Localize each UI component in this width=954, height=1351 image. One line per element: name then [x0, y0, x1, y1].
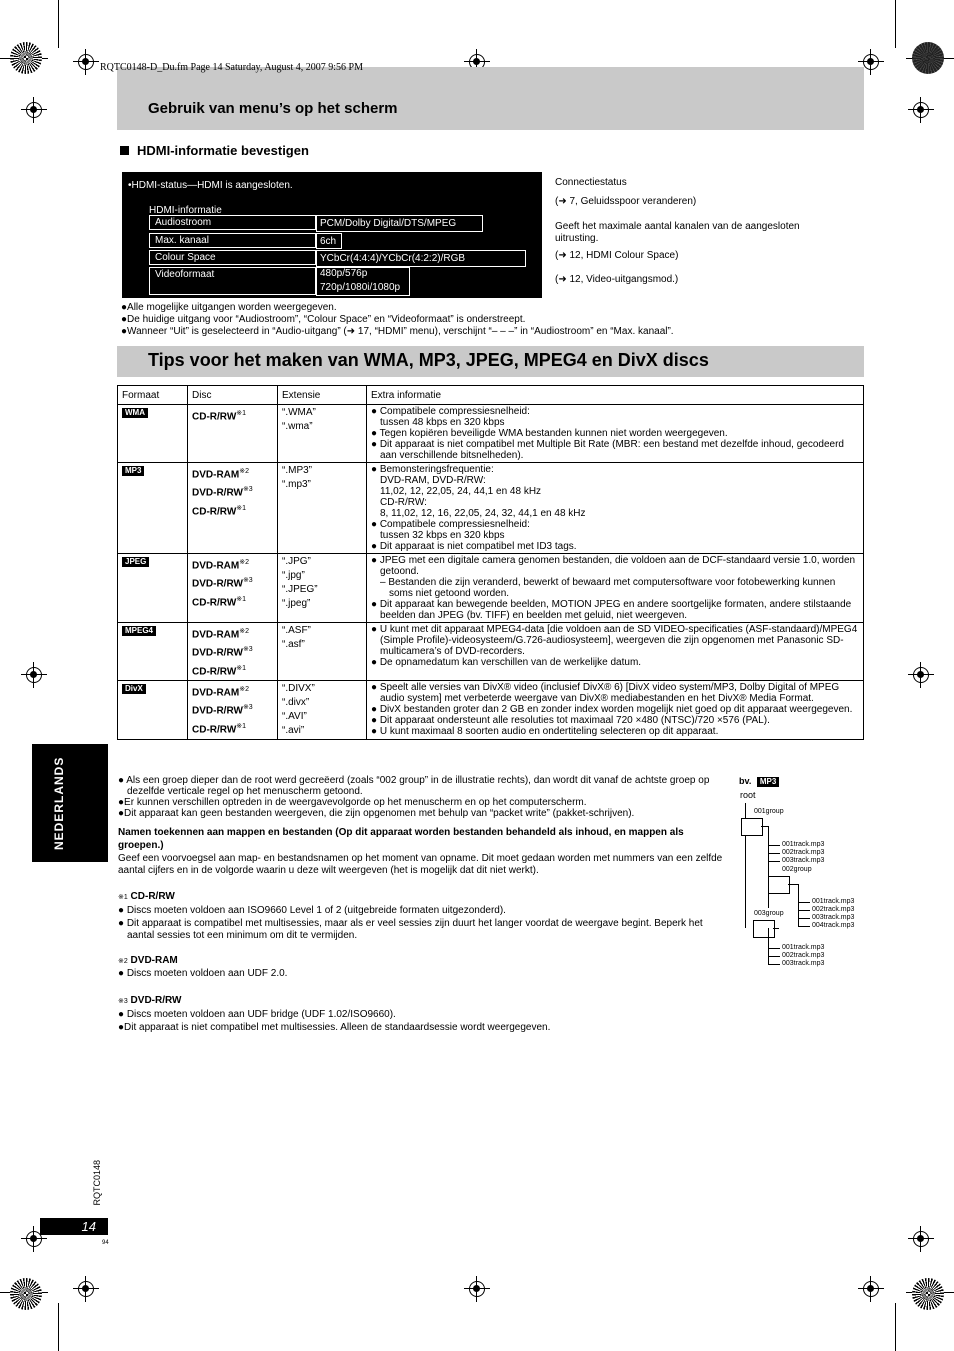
- info-line: ● De opnamedatum kan verschillen van de werkelijke datum.: [371, 657, 642, 668]
- tree-file-label: 001track.mp3: [782, 944, 825, 951]
- row-value-videoformaat-2: 720p/1080i/1080p: [320, 282, 401, 293]
- info-line: 11,02, 12, 22,05, 24, 44,1 en 48 kHz: [380, 486, 542, 497]
- disc-cell: [188, 623, 278, 681]
- info-line: ● JPEG met een digitale camera genomen bestanden, die voldoen aan de DCF-standaard versie 1.0, worden getoond.: [371, 555, 856, 577]
- tree-file-label: 002track.mp3: [812, 906, 855, 913]
- info-line: ● Dit apparaat is niet compatibel met ID3 tags.: [371, 541, 577, 552]
- disc-type: DVD-RAM$^{※2}$: [192, 628, 249, 641]
- footnote-heading: ※2 DVD-RAM: [118, 955, 178, 966]
- folder-tree-illustration: [739, 775, 864, 970]
- leader-line: [410, 281, 540, 282]
- info-line: tussen 32 kbps en 320 kbps: [380, 530, 505, 541]
- annotation-connectiestatus: Connectiestatus: [555, 177, 627, 188]
- tree-line: [768, 928, 769, 964]
- subsection-title: HDMI-informatie bevestigen: [137, 143, 309, 158]
- tree-line: [768, 826, 769, 908]
- tree-line: [768, 861, 780, 862]
- table-row: [118, 680, 864, 739]
- footnote-heading: ※1 CD-R/RW: [118, 891, 175, 902]
- disc-cell: [188, 405, 278, 463]
- tree-line: [768, 845, 780, 846]
- format-cell: [118, 680, 188, 739]
- registration-target-icon: [25, 666, 43, 684]
- annotation-colour-ref: (➜ 12, HDMI Colour Space): [555, 250, 679, 261]
- table-header-row: [118, 386, 864, 405]
- tree-file-label: 002track.mp3: [782, 849, 825, 856]
- registration-target-icon: [912, 666, 930, 684]
- print-code: 94: [102, 1240, 109, 1246]
- section-band: [117, 67, 864, 130]
- footnote-item: ● Discs moeten voldoen aan UDF 2.0.: [118, 968, 288, 979]
- info-line: ● U kunt maximaal 8 soorten audio en ondertiteling selecteren op dit apparaat.: [371, 725, 719, 737]
- crop-mark: [895, 0, 896, 48]
- format-badge: MP3: [122, 466, 144, 476]
- folder-icon: [768, 876, 790, 894]
- column-header-extensie: Extensie: [278, 386, 367, 405]
- info-line: ● Dit apparaat is niet compatibel met Multiple Bit Rate (MBR: een bestand met dezelfde inhoud, gecodeerd aan verschillende bitsnelheden).: [371, 439, 844, 461]
- crop-mark: [58, 0, 59, 48]
- file-extension: “.divx”: [282, 696, 310, 708]
- row-value-max-kanaal: 6ch: [320, 236, 337, 247]
- tree-file-label: 004track.mp3: [812, 922, 855, 929]
- disc-cell: [188, 554, 278, 623]
- tree-file-label: 001track.mp3: [812, 898, 855, 905]
- leader-line: [526, 256, 540, 257]
- info-line: ● U kunt met dit apparaat MPEG4-data [die voldoen aan de SD VIDEO-specificaties (ASF-standaard)/MPEG4 (Simple Profile)-videosysteem/G.726-audiosysteem], weergeven die zijn opgenomen met Panasonic SD-multicamera’s of DVD-recorders.: [371, 624, 858, 657]
- info-line: DVD-RAM, DVD-R/RW:: [380, 475, 486, 486]
- file-extension: “.jpg”: [282, 570, 305, 581]
- footnote-item: ● Discs moeten voldoen aan ISO9660 Level 1 of 2 (uitgebreide formaten uitgezonderd).: [118, 905, 506, 916]
- registration-rosette-icon: [10, 1278, 42, 1310]
- format-cell: [118, 463, 188, 554]
- format-badge: WMA: [122, 408, 148, 418]
- square-bullet-icon: [120, 146, 129, 155]
- hdmi-info-panel: [122, 172, 542, 298]
- info-cell: [367, 554, 864, 623]
- hdmi-status: •HDMI-status—HDMI is aangesloten.: [128, 180, 293, 191]
- tree-line: [761, 826, 768, 827]
- info-cell: [367, 405, 864, 463]
- registration-target-icon: [862, 53, 880, 71]
- info-line: ● Dit apparaat kan bewegende beelden, MOTION JPEG en andere soortgelijke formaten, andere stilstaande beelden dan JPEG (bv. TIFF) en beelden met geluid, niet weergeven.: [371, 599, 852, 621]
- info-line: ● Compatibele compressiesnelheid:: [371, 406, 530, 417]
- registration-target-icon: [862, 1280, 880, 1298]
- extension-cell: [278, 405, 367, 463]
- folder-icon: [753, 920, 775, 938]
- disc-cell: [188, 680, 278, 739]
- naming-text: Geef een voorvoegsel aan map- en bestandsnamen op het moment van opname. Dit moet gedaan worden met nummers van een zelfde aantal cijfers en in de volgorde waarin u deze wilt weergeven (het is mogelijk dat dit niet werkt).: [118, 853, 723, 876]
- info-line: – Bestanden die zijn veranderd, bewerkt of bewaard met computersoftware voor fotobewerking kunnen soms niet getoond worden.: [380, 577, 836, 599]
- registration-target-icon: [25, 101, 43, 119]
- file-extension: “.jpeg”: [282, 598, 311, 609]
- document-code: RQTC0148: [92, 1160, 102, 1206]
- file-extension: “.AVI”: [282, 710, 307, 722]
- extension-cell: [278, 554, 367, 623]
- hdmi-info-heading: HDMI-informatie: [149, 205, 222, 216]
- disc-type: CD-R/RW$^{※1}$: [192, 595, 247, 608]
- footnote-heading: ※3 DVD-R/RW: [118, 995, 182, 1006]
- tree-group-label: 002group: [782, 866, 812, 873]
- tree-line: [798, 918, 810, 919]
- file-extension: “.DIVX”: [282, 682, 315, 694]
- disc-type: CD-R/RW$^{※1}$: [192, 664, 247, 677]
- info-cell: [367, 680, 864, 739]
- note-paragraph: ●Dit apparaat kan geen bestanden weergeven, die zijn opgenomen met behulp van “packet write” (pakket-schrijven).: [118, 808, 635, 819]
- info-line: 8, 11,02, 12, 16, 22,05, 24, 32, 44,1 en 48 kHz: [380, 508, 586, 519]
- crop-mark: [58, 1303, 59, 1351]
- info-cell: [367, 463, 864, 554]
- disc-type: DVD-RAM$^{※2}$: [192, 685, 249, 699]
- disc-type: DVD-R/RW$^{※3}$: [192, 646, 253, 659]
- tree-line: [798, 910, 810, 911]
- hdmi-note: ●Wanneer “Uit” is geselecteerd in “Audio-uitgang” (➜ 17, “HDMI” menu), verschijnt “– – –” in “Audiostroom” en “Max. kanaal”.: [121, 326, 674, 337]
- tree-group-label: 003group: [754, 910, 784, 917]
- row-label-max-kanaal: Max. kanaal: [155, 235, 209, 246]
- registration-rosette-icon: [912, 42, 944, 74]
- subsection-heading: [120, 143, 309, 158]
- tree-line: [798, 902, 810, 903]
- file-extension: “.mp3”: [282, 479, 311, 490]
- footnote-item: ● Dit apparaat is compatibel met multisessies, maar als er veel sessies zijn duurt het langer voordat de weergave begint. Beperk het aantal sessies tot een minimum om dit te vermijden.: [118, 918, 703, 941]
- footnote-item: ● Discs moeten voldoen aan UDF bridge (UDF 1.02/ISO9660).: [118, 1009, 396, 1020]
- row-label-colour-space: Colour Space: [155, 252, 216, 263]
- info-line: tussen 48 kbps en 320 kbps: [380, 417, 505, 428]
- disc-cell: [188, 463, 278, 554]
- table-row: [118, 463, 864, 554]
- hdmi-note: ●Alle mogelijke uitgangen worden weergegeven.: [121, 302, 337, 313]
- info-line: ● Compatibele compressiesnelheid:: [371, 519, 530, 530]
- format-cell: [118, 554, 188, 623]
- format-table: [117, 385, 864, 740]
- tree-file-label: 003track.mp3: [782, 960, 825, 967]
- section-title: Gebruik van menu’s op het scherm: [148, 100, 398, 117]
- registration-target-icon: [468, 1280, 486, 1298]
- leader-line: [483, 222, 540, 223]
- row-value-audiostroom: PCM/Dolby Digital/DTS/MPEG: [320, 218, 457, 229]
- leader-line: [342, 240, 540, 241]
- tree-line: [768, 853, 780, 854]
- info-line: ● DivX bestanden groter dan 2 GB en zonder index worden mogelijk niet goed op dit apparaat weergegeven.: [371, 703, 853, 715]
- table-row: [118, 623, 864, 681]
- tree-file-label: 001track.mp3: [782, 841, 825, 848]
- disc-type: DVD-R/RW$^{※3}$: [192, 704, 253, 717]
- annotation-audio-ref: (➜ 7, Geluidsspoor veranderen): [555, 196, 697, 207]
- format-badge: JPEG: [122, 557, 149, 567]
- tree-line: [773, 928, 779, 929]
- table-row: [118, 405, 864, 463]
- file-extension: “.asf”: [282, 639, 305, 650]
- annotation-video-ref: (➜ 12, Video-uitgangsmod.): [555, 274, 679, 285]
- tree-example-label: bv. MP3: [739, 775, 779, 787]
- tree-root-label: root: [740, 790, 756, 800]
- note-paragraph: ●Er kunnen verschillen optreden in de weergavevolgorde op het menuscherm en op het computerscherm.: [118, 797, 587, 808]
- naming-heading: Namen toekennen aan mappen en bestanden (Op dit apparaat worden bestanden behandeld als inhoud, en mappen als groepen.): [118, 827, 684, 851]
- registration-target-icon: [77, 1280, 95, 1298]
- row-value-videoformaat: 480p/576p: [320, 268, 368, 279]
- file-extension: “.WMA”: [282, 407, 316, 418]
- format-badge: DivX: [122, 684, 146, 694]
- info-line: ● Speelt alle versies van DivX® video (inclusief DivX® 6) [DivX video system/MP3, Dolby Digital of MPEG audio system] met verbeterde weergave van DivX® mediabestanden en het DivX® Media Format.: [371, 681, 840, 704]
- file-extension: “.JPEG”: [282, 584, 318, 595]
- tree-line: [768, 948, 780, 949]
- info-line: CD-R/RW:: [380, 497, 427, 508]
- tree-line: [768, 956, 780, 957]
- tips-title: Tips voor het maken van WMA, MP3, JPEG, MPEG4 en DivX discs: [148, 350, 709, 370]
- table-row: [118, 554, 864, 623]
- extension-cell: [278, 463, 367, 554]
- file-extension: “.avi”: [282, 724, 305, 736]
- info-cell: [367, 623, 864, 681]
- format-cell: [118, 623, 188, 681]
- disc-type: CD-R/RW$^{※1}$: [192, 410, 247, 423]
- tree-file-label: 002track.mp3: [782, 952, 825, 959]
- tree-line: [798, 884, 799, 926]
- crop-mark: [895, 1303, 896, 1351]
- column-header-disc: Disc: [188, 386, 278, 405]
- disc-type: DVD-R/RW$^{※3}$: [192, 486, 253, 499]
- row-value-colour-space: YCbCr(4:4:4)/YCbCr(4:2:2)/RGB: [320, 253, 466, 264]
- info-line: ● Bemonsteringsfrequentie:: [371, 464, 494, 475]
- file-extension: “.JPG”: [282, 556, 311, 567]
- tree-line: [788, 884, 798, 885]
- folder-icon: [741, 818, 763, 836]
- info-line: ● Dit apparaat ondersteunt alle resoluties tot maximaal 720 ×480 (NTSC)/720 ×576 (PAL).: [371, 714, 770, 726]
- registration-target-icon: [912, 101, 930, 119]
- hdmi-note: ●De huidige uitgang voor “Audiostroom”, “Colour Space” en “Videoformaat” is onderstreept.: [121, 314, 526, 325]
- print-header: RQTC0148-D_Du.fm Page 14 Saturday, August 4, 2007 9:56 PM: [100, 62, 363, 73]
- extension-cell: [278, 680, 367, 739]
- format-badge: MPEG4: [122, 626, 156, 636]
- disc-type: CD-R/RW$^{※1}$: [192, 504, 247, 517]
- disc-type: CD-R/RW$^{※1}$: [192, 722, 247, 735]
- file-extension: “.MP3”: [282, 465, 312, 476]
- format-cell: [118, 405, 188, 463]
- tree-line: [798, 926, 810, 927]
- disc-type: DVD-RAM$^{※2}$: [192, 468, 249, 481]
- registration-target-icon: [77, 53, 95, 71]
- extension-cell: [278, 623, 367, 681]
- file-extension: “.wma”: [282, 421, 313, 432]
- note-paragraph: ● Als een groep dieper dan de root werd gecreëerd (zoals “002 group” in de illustratie rechts), dan wordt dit vanaf de achtste groep op dezelfde verticale regel op het menuscherm getoond.: [118, 775, 710, 797]
- registration-rosette-icon: [912, 1278, 944, 1310]
- column-header-extra-informatie: Extra informatie: [367, 386, 864, 405]
- tree-file-label: 003track.mp3: [782, 857, 825, 864]
- registration-rosette-icon: [10, 42, 42, 74]
- registration-target-icon: [912, 1230, 930, 1248]
- row-label-audiostroom: Audiostroom: [155, 217, 212, 228]
- tree-file-label: 003track.mp3: [812, 914, 855, 921]
- disc-type: DVD-RAM$^{※2}$: [192, 559, 249, 572]
- language-side-tab-label: NEDERLANDS: [52, 756, 66, 850]
- annotation-max-channels: Geeft het maximale aantal kanalen van de aangesloten uitrusting.: [555, 221, 800, 244]
- disc-type: DVD-R/RW$^{※3}$: [192, 577, 253, 590]
- file-extension: “.ASF”: [282, 625, 311, 636]
- info-line: ● Tegen kopiëren beveiligde WMA bestanden kunnen niet worden weergegeven.: [371, 428, 728, 439]
- leader-line: [314, 185, 540, 186]
- tree-line: [768, 964, 780, 965]
- page-number: 14: [40, 1218, 108, 1235]
- column-header-formaat: Formaat: [118, 386, 188, 405]
- row-label-videoformaat: Videoformaat: [155, 269, 215, 280]
- footnote-item: ●Dit apparaat is niet compatibel met multisessies. Alleen de standaardsessie wordt weergegeven.: [118, 1022, 551, 1033]
- tree-group-label: 001group: [754, 808, 784, 815]
